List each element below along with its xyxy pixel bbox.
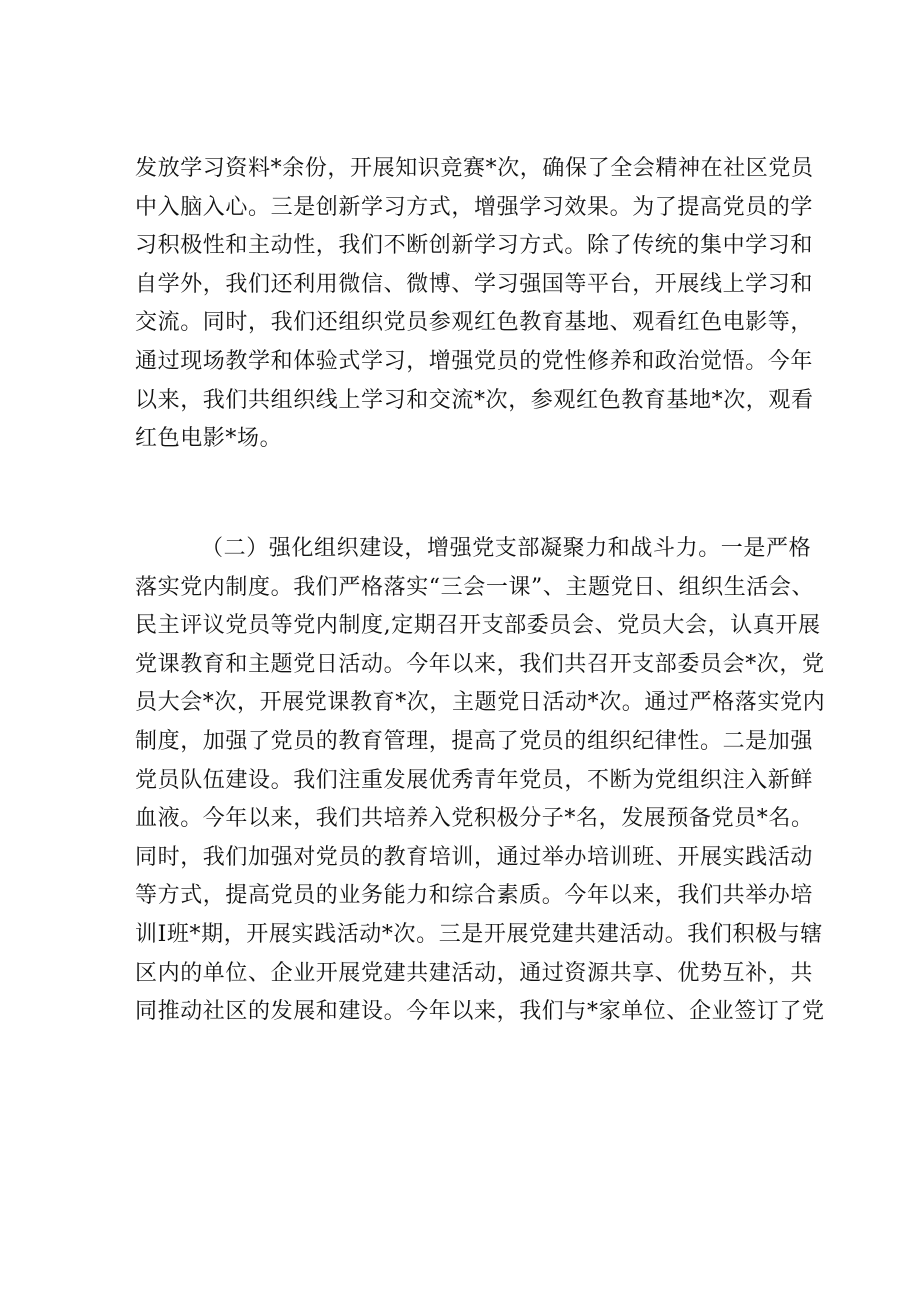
text-line: 党员队伍建设。我们注重发展优秀青年党员，不断为党组织注入新鲜 — [135, 767, 814, 793]
text-line: 自学外，我们还利用微信、微博、学习强国等平台，开展线上学习和 — [135, 271, 814, 297]
text-line: 以来，我们共组织线上学习和交流*次，参观红色教育基地*次，观看 — [135, 387, 814, 413]
text-line: 同推动社区的发展和建设。今年以来，我们与*家单位、企业签订了党 — [135, 999, 825, 1025]
text-line: 训I班*期，开展实践活动*次。三是开展党建共建活动。我们积极与辖 — [135, 921, 823, 947]
text-line: 通过现场教学和体验式学习，增强党员的党性修养和政治觉悟。今年 — [135, 348, 814, 374]
section-heading-line: （二）强化组织建设，增强党支部凝聚力和战斗力。一是严格 — [201, 536, 812, 561]
text-line: 习积极性和主动性，我们不断创新学习方式。除了传统的集中学习和 — [135, 233, 814, 259]
paragraph-organization — [135, 530, 826, 1032]
text-line: 红色电影*场。 — [135, 426, 283, 452]
text-line: 同时，我们加强对党员的教育培训，通过举办培训班、开展实践活动 — [135, 844, 814, 870]
text-line: 落实党内制度。我们严格落实“三会一课”、主题党日、组织生活会、 — [135, 574, 815, 600]
text-line: 发放学习资料*余份，开展知识竞赛*次，确保了全会精神在社区党员 — [135, 156, 814, 181]
text-line: 等方式，提高党员的业务能力和综合素质。今年以来，我们共举办培 — [135, 883, 814, 909]
paragraph-study — [135, 150, 814, 459]
text-line: 交流。同时，我们还组织党员参观红色教育基地、观看红色电影等， — [135, 310, 814, 336]
text-line: 民主评议党员等党内制度,定期召开支部委员会、党员大会，认真开展 — [135, 613, 821, 639]
text-line: 员大会*次，开展党课教育*次，主题党日活动*次。通过严格落实党内 — [135, 690, 826, 716]
text-line: 制度，加强了党员的教育管理，提高了党员的组织纪律性。二是加强 — [135, 728, 814, 754]
text-line: 血液。今年以来，我们共培养入党积极分子*名，发展预备党员*名。 — [135, 806, 814, 832]
text-line: 党课教育和主题党日活动。今年以来，我们共召开支部委员会*次，党 — [135, 651, 825, 677]
text-line: 中入脑入心。三是创新学习方式，增强学习效果。为了提高党员的学 — [135, 194, 814, 220]
text-line: 区内的单位、企业开展党建共建活动，通过资源共享、优势互补，共 — [135, 960, 814, 986]
